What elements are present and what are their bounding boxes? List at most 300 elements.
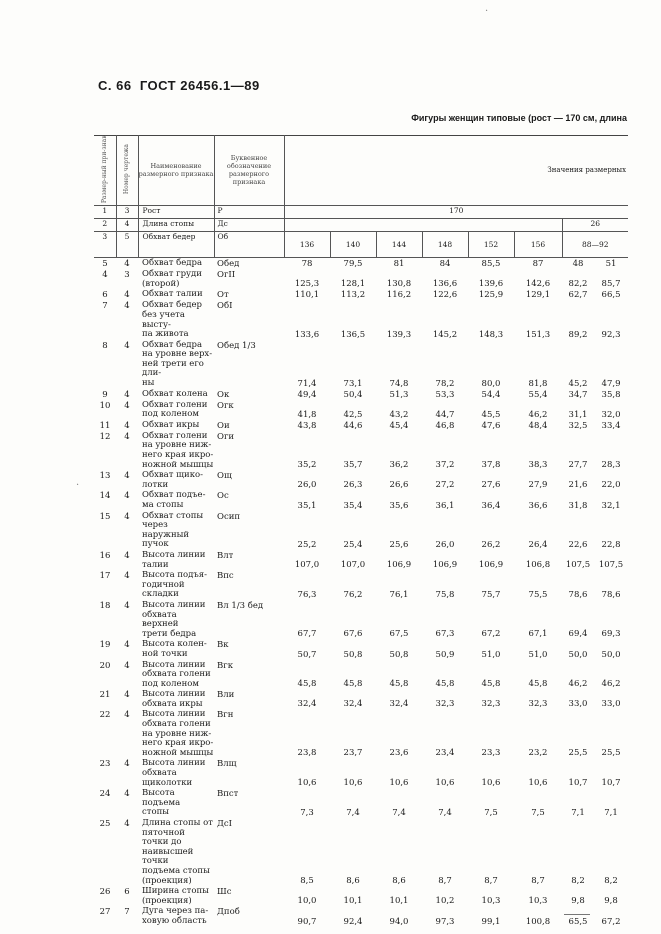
value-cell: 10,2 bbox=[435, 896, 455, 907]
row-name-line: ней трети его дли- bbox=[142, 358, 204, 379]
value-cell: 50,0 bbox=[568, 649, 588, 660]
row-name-line: талии bbox=[142, 559, 169, 570]
spec-abbr: Об bbox=[214, 232, 284, 258]
value-cell: 130,8 bbox=[386, 279, 412, 290]
row-drawing: 4 bbox=[124, 259, 130, 270]
value-cell: 32,4 bbox=[389, 699, 409, 710]
row-drawing: 3 bbox=[124, 270, 130, 281]
row-name-line: на уровне ниж- bbox=[142, 728, 212, 739]
value-cell: 35,7 bbox=[343, 460, 363, 471]
spec-extra: 26 bbox=[562, 219, 628, 232]
value-cell: 8,7 bbox=[531, 876, 545, 887]
value-cell: 67,6 bbox=[343, 629, 363, 640]
table-row bbox=[94, 709, 628, 758]
row-number: 26 bbox=[99, 887, 111, 898]
value-cell: 31,8 bbox=[568, 500, 588, 511]
value-cell: 36,6 bbox=[528, 500, 548, 511]
row-name-line: него края икро- bbox=[142, 450, 214, 461]
value-cell: 27,6 bbox=[481, 480, 501, 491]
value-cell: 38,3 bbox=[528, 460, 548, 471]
value-cell: 10,6 bbox=[297, 778, 317, 789]
value-cell: 10,6 bbox=[343, 778, 363, 789]
row-name-line: Обхват икры bbox=[142, 419, 200, 430]
value-cell: 107,5 bbox=[598, 560, 624, 571]
value-cell: 45,8 bbox=[481, 679, 501, 690]
row-name-line: наивысшей точки bbox=[142, 846, 194, 867]
value-cell: 32,1 bbox=[601, 500, 621, 511]
value-cell: 74,8 bbox=[389, 378, 409, 389]
value-cell: 66,5 bbox=[601, 290, 621, 301]
value-cell: 97,3 bbox=[435, 916, 455, 927]
value-cell: 48 bbox=[572, 259, 584, 270]
row-name bbox=[138, 550, 214, 570]
value-cell: 25,5 bbox=[568, 748, 588, 759]
row-name-line: Ширина стопы bbox=[142, 886, 209, 897]
table-row bbox=[94, 600, 628, 639]
value-cell: 67,3 bbox=[435, 629, 455, 640]
row-name-line: Длина стопы от bbox=[142, 818, 213, 828]
row-number: 25 bbox=[99, 819, 111, 829]
table-row bbox=[94, 570, 628, 600]
row-name bbox=[138, 570, 214, 600]
value-cell: 36,1 bbox=[435, 500, 455, 511]
header-drawing-no: Номер чертежа bbox=[116, 135, 138, 206]
row-name-line: Высота линии bbox=[142, 659, 206, 670]
value-cell: 10,7 bbox=[568, 778, 588, 789]
spec-row bbox=[94, 219, 628, 232]
row-abbr: ОбI bbox=[217, 301, 233, 312]
table-row bbox=[94, 639, 628, 659]
table-row bbox=[94, 269, 628, 289]
row-name-line: Обхват колена bbox=[142, 388, 208, 399]
value-cell: 65,5 bbox=[568, 916, 588, 927]
row-abbr: Огк bbox=[217, 400, 234, 411]
value-cell: 48,4 bbox=[528, 420, 548, 431]
table-row bbox=[94, 470, 628, 490]
value-cell: 76,3 bbox=[297, 589, 317, 600]
page-number: С. 66 bbox=[98, 78, 132, 93]
value-cell: 45,8 bbox=[435, 679, 455, 690]
value-cell: 31,1 bbox=[568, 409, 588, 420]
value-cell: 33,0 bbox=[601, 699, 621, 710]
table-row bbox=[94, 289, 628, 300]
header-values: Значения размерных bbox=[284, 135, 628, 206]
value-cell: 79,5 bbox=[343, 259, 363, 270]
value-cell: 82,2 bbox=[568, 279, 588, 290]
value-cell: 25,4 bbox=[343, 539, 363, 550]
value-cell: 23,2 bbox=[528, 748, 548, 759]
table-row bbox=[94, 431, 628, 470]
row-name-line: Высота линии bbox=[142, 758, 206, 769]
row-name bbox=[138, 431, 214, 470]
value-cell: 50,9 bbox=[435, 649, 455, 660]
row-abbr: Вк bbox=[217, 640, 229, 651]
value-cell: 44,6 bbox=[343, 420, 363, 431]
value-cell: 10,6 bbox=[481, 778, 501, 789]
row-name-line: годичной складки bbox=[142, 579, 185, 600]
page-header bbox=[98, 78, 260, 93]
row-name bbox=[138, 886, 214, 906]
value-cell: 32,4 bbox=[297, 699, 317, 710]
row-abbr: Вли bbox=[217, 690, 235, 701]
spec-drawing: 4 bbox=[116, 219, 138, 232]
value-cell: 35,4 bbox=[343, 500, 363, 511]
value-cell: 32,3 bbox=[481, 699, 501, 710]
spec-name: Рост bbox=[138, 206, 214, 219]
value-cell: 139,3 bbox=[386, 329, 412, 340]
row-name-line: под коленом bbox=[142, 678, 199, 689]
row-number: 17 bbox=[99, 571, 111, 582]
header-attr-name: Наименование размерного признака bbox=[138, 135, 214, 206]
value-cell: 142,6 bbox=[525, 279, 551, 290]
row-name bbox=[138, 490, 214, 510]
row-abbr: Обед 1/3 bbox=[217, 340, 256, 351]
value-cell: 7,5 bbox=[484, 808, 498, 818]
value-cell: 10,6 bbox=[528, 778, 548, 789]
row-name-line: под коленом bbox=[142, 409, 199, 420]
spec-number: 2 bbox=[94, 219, 116, 232]
table-row bbox=[94, 511, 628, 550]
value-cell: 110,1 bbox=[294, 290, 320, 301]
row-number: 6 bbox=[102, 290, 108, 301]
row-name-line: на уровне верх- bbox=[142, 349, 213, 360]
row-number: 16 bbox=[99, 550, 111, 561]
row-name bbox=[138, 269, 214, 289]
value-cell: 136,6 bbox=[432, 279, 458, 290]
row-drawing: 4 bbox=[124, 471, 130, 482]
value-cell: 50,4 bbox=[343, 389, 363, 400]
value-cell: 43,8 bbox=[297, 420, 317, 431]
row-name-line: обхвата икры bbox=[142, 698, 203, 709]
row-name-line: стопы bbox=[142, 807, 170, 818]
table-row bbox=[94, 389, 628, 400]
table-row bbox=[94, 886, 628, 906]
row-abbr: Впс bbox=[217, 571, 234, 582]
value-cell: 23,8 bbox=[297, 748, 317, 759]
value-cell: 45,2 bbox=[568, 378, 588, 389]
value-cell: 73,1 bbox=[343, 378, 363, 389]
row-number: 12 bbox=[99, 431, 111, 442]
value-cell: 8,7 bbox=[438, 876, 452, 887]
row-number: 7 bbox=[102, 301, 108, 312]
hip-size-header: 140 bbox=[330, 232, 376, 258]
value-cell: 8,2 bbox=[604, 876, 618, 887]
row-name-line: Обхват талии bbox=[142, 289, 203, 300]
standard-title: ГОСТ 26456.1—89 bbox=[139, 78, 260, 93]
value-cell: 49,4 bbox=[297, 389, 317, 400]
value-cell: 25,5 bbox=[601, 748, 621, 759]
spec-name: Длина стопы bbox=[138, 219, 214, 232]
row-number: 23 bbox=[99, 759, 111, 770]
value-cell: 151,3 bbox=[525, 329, 551, 340]
row-drawing: 4 bbox=[124, 640, 130, 651]
row-name bbox=[138, 689, 214, 709]
value-cell: 23,7 bbox=[343, 748, 363, 759]
value-cell: 9,8 bbox=[571, 896, 585, 907]
spec-row bbox=[94, 206, 628, 219]
value-cell: 26,0 bbox=[435, 539, 455, 550]
row-number: 20 bbox=[99, 660, 111, 671]
value-cell: 46,2 bbox=[528, 409, 548, 420]
value-cell: 50,7 bbox=[297, 649, 317, 660]
row-name bbox=[138, 511, 214, 550]
row-name-line: Обхват бедра bbox=[142, 339, 203, 350]
row-name-line: Обхват стопы bbox=[142, 510, 204, 521]
row-drawing: 4 bbox=[124, 571, 130, 582]
value-cell: 10,1 bbox=[343, 896, 363, 907]
hip-size-header: 148 bbox=[422, 232, 468, 258]
table-row bbox=[94, 490, 628, 510]
hip-size-header: 156 bbox=[514, 232, 562, 258]
spec-drawing: 5 bbox=[116, 232, 138, 258]
table-row bbox=[94, 550, 628, 570]
value-cell: 37,2 bbox=[435, 460, 455, 471]
value-cell: 8,2 bbox=[571, 876, 585, 887]
value-cell: 22,8 bbox=[601, 539, 621, 550]
row-name bbox=[138, 300, 214, 339]
value-cell: 10,6 bbox=[389, 778, 409, 789]
row-name-line: лотки bbox=[142, 479, 169, 490]
row-number: 10 bbox=[99, 400, 111, 411]
row-name bbox=[138, 420, 214, 431]
row-name-line: ножной мышцы bbox=[142, 459, 214, 470]
value-cell: 32,0 bbox=[601, 409, 621, 420]
value-cell: 27,2 bbox=[435, 480, 455, 491]
value-cell: 8,6 bbox=[392, 876, 406, 887]
value-cell: 107,0 bbox=[294, 560, 320, 571]
row-name-line: Обхват голени bbox=[142, 399, 208, 410]
value-cell: 35,2 bbox=[297, 460, 317, 471]
value-cell: 113,2 bbox=[340, 290, 366, 301]
value-cell: 26,3 bbox=[343, 480, 363, 491]
value-cell: 22,6 bbox=[568, 539, 588, 550]
value-cell: 9,8 bbox=[604, 896, 618, 907]
value-cell: 7,4 bbox=[346, 808, 360, 818]
row-name-line: Обхват голени bbox=[142, 430, 208, 441]
row-name-line: Дуга через па- bbox=[142, 906, 209, 917]
value-cell: 122,6 bbox=[432, 290, 458, 301]
value-cell: 81 bbox=[393, 259, 405, 270]
row-abbr: От bbox=[217, 290, 229, 301]
value-cell: 10,1 bbox=[389, 896, 409, 907]
hip-size-header: 136 bbox=[284, 232, 330, 258]
row-drawing: 4 bbox=[124, 690, 130, 701]
value-cell: 7,4 bbox=[392, 808, 406, 818]
value-cell: 26,2 bbox=[481, 539, 501, 550]
value-cell: 26,6 bbox=[389, 480, 409, 491]
value-cell: 67,2 bbox=[481, 629, 501, 640]
value-cell: 75,8 bbox=[435, 589, 455, 600]
value-cell: 71,4 bbox=[297, 378, 317, 389]
value-cell: 7,4 bbox=[438, 808, 452, 818]
row-number: 11 bbox=[99, 420, 111, 431]
row-name-line: пучок bbox=[142, 539, 169, 550]
value-cell: 92,4 bbox=[343, 916, 363, 927]
row-drawing: 4 bbox=[124, 431, 130, 442]
row-name-line: ны bbox=[142, 378, 155, 389]
row-name-line: Высота линии bbox=[142, 599, 206, 610]
row-name-line: Высота подъя- bbox=[142, 570, 208, 581]
row-abbr: Ощ bbox=[217, 471, 232, 482]
table-row bbox=[94, 340, 628, 389]
value-cell: 45,8 bbox=[389, 679, 409, 690]
value-cell: 106,9 bbox=[386, 560, 412, 571]
spec-value bbox=[284, 219, 562, 232]
value-cell: 92,3 bbox=[601, 329, 621, 340]
row-name bbox=[138, 258, 214, 270]
spec-number: 1 bbox=[94, 206, 116, 219]
value-cell: 107,0 bbox=[340, 560, 366, 571]
row-name bbox=[138, 788, 214, 818]
value-cell: 85,5 bbox=[481, 259, 501, 270]
value-cell: 25,2 bbox=[297, 539, 317, 550]
row-name-line: пяточной точки до bbox=[142, 827, 185, 848]
row-number: 21 bbox=[99, 690, 111, 701]
value-cell: 46,8 bbox=[435, 420, 455, 431]
value-cell: 87 bbox=[532, 259, 544, 270]
row-number: 14 bbox=[99, 491, 111, 502]
value-cell: 46,2 bbox=[601, 679, 621, 690]
row-name-line: (второй) bbox=[142, 278, 180, 289]
value-cell: 7,1 bbox=[604, 808, 618, 818]
table-row bbox=[94, 258, 628, 270]
row-name bbox=[138, 758, 214, 788]
row-name bbox=[138, 470, 214, 490]
row-abbr: Шс bbox=[217, 887, 232, 898]
value-cell: 148,3 bbox=[478, 329, 504, 340]
value-cell: 46,2 bbox=[568, 679, 588, 690]
row-number: 24 bbox=[99, 789, 111, 800]
value-cell: 34,7 bbox=[568, 389, 588, 400]
value-cell: 35,1 bbox=[297, 500, 317, 511]
spec-number: 3 bbox=[94, 232, 116, 258]
row-name-line: ховую область bbox=[142, 915, 207, 926]
row-name bbox=[138, 709, 214, 758]
value-cell: 85,7 bbox=[601, 279, 621, 290]
row-name-line: ной точки bbox=[142, 648, 188, 659]
row-drawing: 4 bbox=[124, 389, 130, 400]
hip-size-header: 144 bbox=[376, 232, 422, 258]
row-number: 13 bbox=[99, 471, 111, 482]
value-cell: 37,8 bbox=[481, 460, 501, 471]
table-caption: Фигуры женщин типовые (рост — 170 см, длина bbox=[411, 113, 627, 123]
value-cell: 69,4 bbox=[568, 629, 588, 640]
row-name-line: Высота колен- bbox=[142, 639, 207, 650]
row-drawing: 6 bbox=[124, 887, 130, 898]
row-abbr: Впст bbox=[217, 789, 239, 800]
value-cell: 107,5 bbox=[565, 560, 591, 571]
value-cell: 89,2 bbox=[568, 329, 588, 340]
header-size-attr: Размер-ный при-знак bbox=[94, 135, 116, 206]
spec-abbr: Р bbox=[214, 206, 284, 219]
value-cell: 7,3 bbox=[300, 808, 314, 818]
row-drawing: 4 bbox=[124, 660, 130, 671]
value-cell: 125,3 bbox=[294, 279, 320, 290]
row-name-line: ма стопы bbox=[142, 500, 184, 510]
header-attr-abbr: Буквенное обозначение размерного признака bbox=[214, 135, 284, 206]
value-cell: 8,6 bbox=[346, 876, 360, 887]
value-cell: 23,3 bbox=[481, 748, 501, 759]
row-name-line: Высота линии bbox=[142, 709, 206, 720]
value-cell: 53,3 bbox=[435, 389, 455, 400]
row-drawing: 4 bbox=[124, 550, 130, 561]
value-cell: 76,2 bbox=[343, 589, 363, 600]
row-name-line: на уровне ниж- bbox=[142, 440, 212, 451]
row-name-line: Высота линии bbox=[142, 549, 206, 560]
row-drawing: 4 bbox=[124, 600, 130, 611]
value-cell: 45,5 bbox=[481, 409, 501, 420]
value-cell: 50,8 bbox=[343, 649, 363, 660]
row-drawing: 4 bbox=[124, 789, 130, 800]
value-cell: 26,0 bbox=[297, 480, 317, 491]
value-cell: 36,2 bbox=[389, 460, 409, 471]
value-cell: 10,3 bbox=[528, 896, 548, 907]
value-cell: 22,0 bbox=[601, 480, 621, 491]
table-row bbox=[94, 906, 628, 926]
row-abbr: Оги bbox=[217, 431, 235, 442]
value-cell: 90,7 bbox=[297, 916, 317, 927]
value-cell: 10,3 bbox=[481, 896, 501, 907]
row-abbr: Ок bbox=[217, 389, 230, 400]
value-cell: 51,3 bbox=[389, 389, 409, 400]
value-cell: 54,4 bbox=[481, 389, 501, 400]
spec-row bbox=[94, 232, 628, 258]
value-cell: 35,6 bbox=[389, 500, 409, 511]
row-name-line: через наружный bbox=[142, 520, 190, 540]
row-drawing: 4 bbox=[124, 420, 130, 431]
row-name bbox=[138, 600, 214, 639]
spec-name: Обхват бедер bbox=[138, 232, 214, 258]
row-name-line: обхвата голени bbox=[142, 719, 211, 730]
row-name-line: (проекция) bbox=[142, 895, 192, 906]
value-cell: 27,7 bbox=[568, 460, 588, 471]
row-name-line: трети бедра bbox=[142, 628, 197, 639]
value-cell: 45,8 bbox=[343, 679, 363, 690]
row-abbr: Влщ bbox=[217, 759, 237, 770]
value-cell: 69,3 bbox=[601, 629, 621, 640]
value-cell: 32,3 bbox=[528, 699, 548, 710]
value-cell: 75,5 bbox=[528, 589, 548, 600]
value-cell: 94,0 bbox=[389, 916, 409, 927]
value-cell: 116,2 bbox=[386, 290, 412, 301]
row-name-line: обхвата голени bbox=[142, 669, 211, 680]
row-abbr: Влт bbox=[217, 550, 234, 561]
value-cell: 78,2 bbox=[435, 378, 455, 389]
value-cell: 67,2 bbox=[601, 916, 621, 927]
value-cell: 81,8 bbox=[528, 378, 548, 389]
value-cell: 27,9 bbox=[528, 480, 548, 491]
value-cell: 45,4 bbox=[389, 420, 409, 431]
row-number: 4 bbox=[102, 270, 108, 281]
row-abbr: Вл 1/3 бед bbox=[217, 600, 264, 611]
scan-mark: · bbox=[485, 6, 489, 17]
value-cell: 21,6 bbox=[568, 480, 588, 491]
value-cell: 55,4 bbox=[528, 389, 548, 400]
value-cell: 50,0 bbox=[601, 649, 621, 660]
row-name-line: без учета высту- bbox=[142, 309, 185, 330]
value-cell: 45,8 bbox=[528, 679, 548, 690]
value-cell: 36,4 bbox=[481, 500, 501, 511]
row-number: 19 bbox=[99, 640, 111, 651]
row-name bbox=[138, 906, 214, 926]
value-cell: 51 bbox=[605, 259, 617, 270]
row-abbr: Вгк bbox=[217, 660, 234, 671]
row-abbr: Осип bbox=[217, 511, 241, 522]
table-row bbox=[94, 788, 628, 818]
row-name-line: обхвата верхней bbox=[142, 609, 179, 630]
row-abbr: Дпоб bbox=[217, 907, 240, 918]
table-row bbox=[94, 818, 628, 886]
